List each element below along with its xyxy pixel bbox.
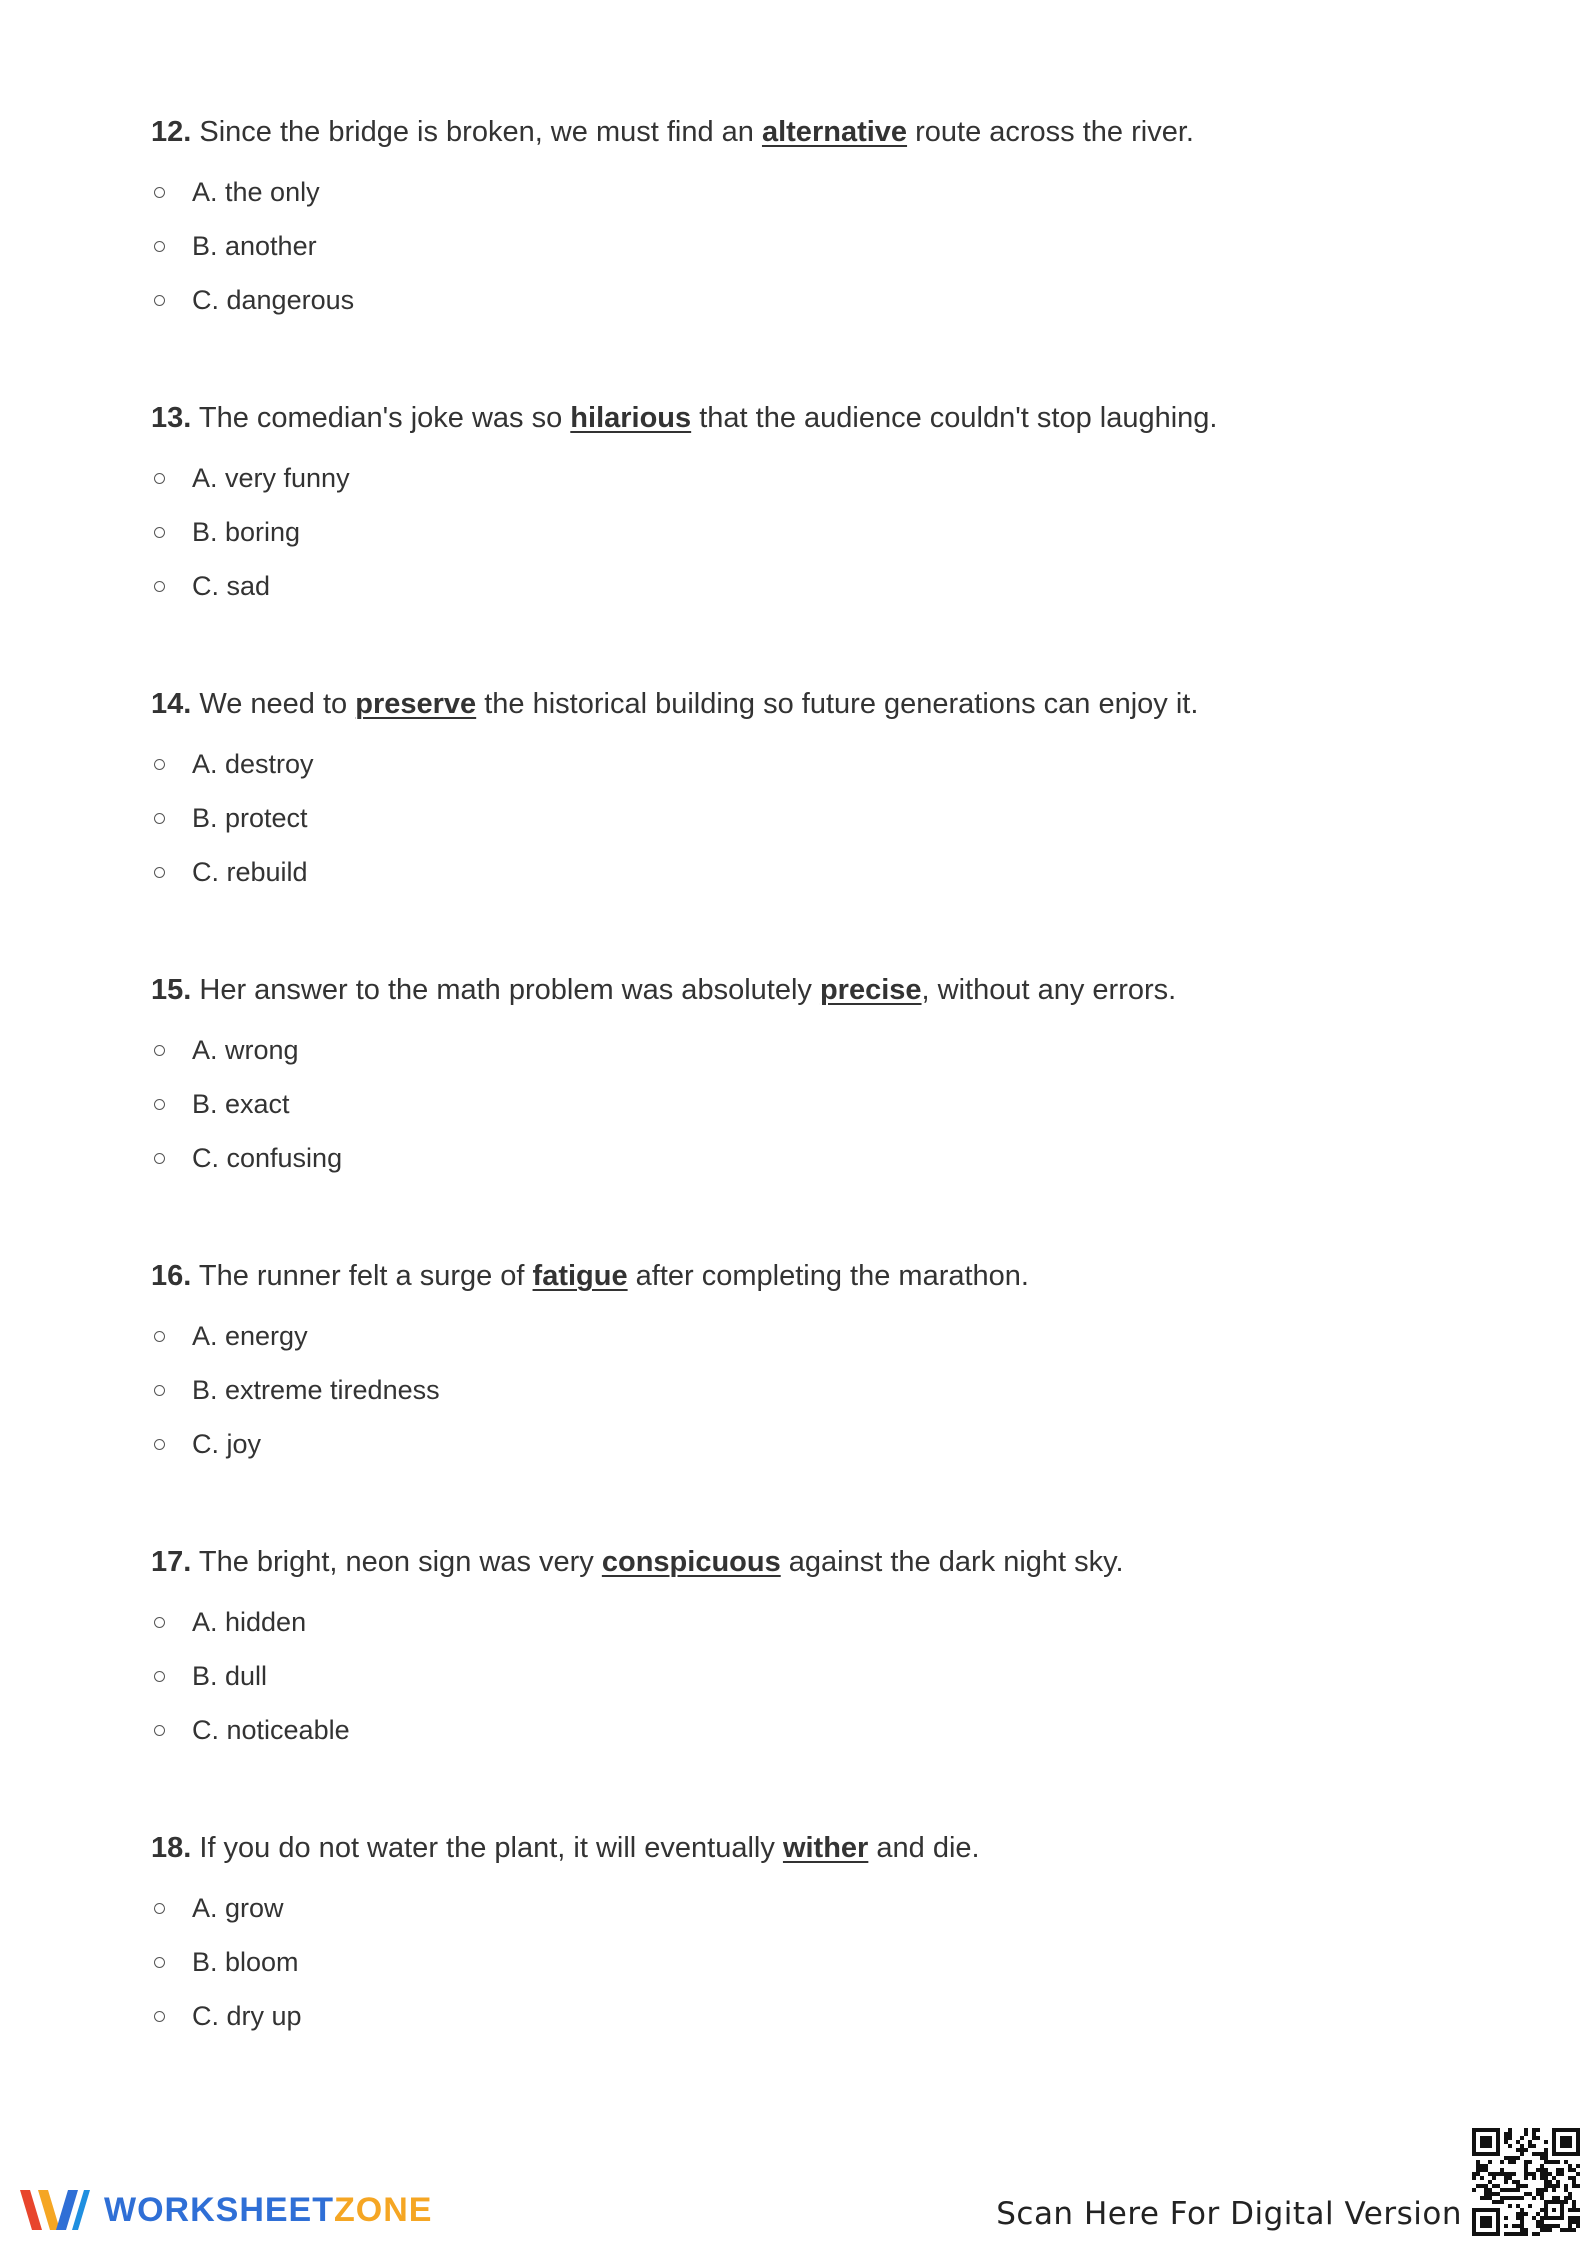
answer-option-label: B. extreme tiredness bbox=[192, 1375, 440, 1405]
answer-options bbox=[151, 1605, 350, 1767]
question-keyword: alternative bbox=[761, 116, 908, 148]
answer-options bbox=[151, 747, 314, 909]
question-number: 18. bbox=[151, 1832, 192, 1864]
answer-option bbox=[151, 569, 350, 603]
answer-options bbox=[151, 461, 350, 623]
hollow-circle-bullet-icon bbox=[154, 1385, 165, 1396]
answer-option-label: B. another bbox=[192, 231, 317, 261]
answer-option bbox=[151, 1427, 440, 1461]
answer-option bbox=[151, 747, 314, 781]
question-list bbox=[151, 112, 1451, 2114]
answer-option-label: B. bloom bbox=[192, 1947, 299, 1977]
question-text-after: that the audience couldn't stop laughing. bbox=[691, 402, 1218, 434]
hollow-circle-bullet-icon bbox=[154, 759, 165, 770]
answer-option bbox=[151, 1087, 342, 1121]
hollow-circle-bullet-icon bbox=[154, 1903, 165, 1914]
hollow-circle-bullet-icon bbox=[154, 1099, 165, 1110]
question-text-before: The bright, neon sign was very bbox=[191, 1546, 602, 1578]
answer-option-label: A. the only bbox=[192, 177, 320, 207]
answer-option bbox=[151, 1033, 342, 1067]
answer-option bbox=[151, 1319, 440, 1353]
logo-word-worksheet: WORKSHEET bbox=[104, 2191, 334, 2229]
answer-option bbox=[151, 1605, 350, 1639]
scan-caption: Scan Here For Digital Version bbox=[996, 2196, 1462, 2232]
answer-option-label: B. dull bbox=[192, 1661, 268, 1691]
answer-option-label: C. dangerous bbox=[192, 285, 355, 315]
question-text-after: the historical building so future generations can enjoy it. bbox=[476, 688, 1199, 720]
hollow-circle-bullet-icon bbox=[154, 1671, 165, 1682]
question-number: 16. bbox=[151, 1260, 192, 1292]
hollow-circle-bullet-icon bbox=[154, 2011, 165, 2022]
hollow-circle-bullet-icon bbox=[154, 867, 165, 878]
question-text-after: and die. bbox=[868, 1832, 980, 1864]
question-item bbox=[151, 970, 1451, 1256]
hollow-circle-bullet-icon bbox=[154, 241, 165, 252]
answer-option bbox=[151, 283, 354, 317]
answer-option bbox=[151, 1713, 350, 1747]
answer-option-label: C. dry up bbox=[192, 2001, 302, 2031]
answer-option bbox=[151, 1141, 342, 1175]
logo-wordmark bbox=[104, 2184, 432, 2236]
answer-option-label: B. exact bbox=[192, 1089, 290, 1119]
question-keyword: hilarious bbox=[570, 402, 692, 434]
question-stem bbox=[151, 970, 1451, 1010]
answer-option-label: A. wrong bbox=[192, 1035, 299, 1065]
answer-option bbox=[151, 1891, 302, 1925]
answer-option-label: A. energy bbox=[192, 1321, 308, 1351]
hollow-circle-bullet-icon bbox=[154, 581, 165, 592]
question-item bbox=[151, 1256, 1451, 1542]
answer-options bbox=[151, 1319, 440, 1481]
answer-option-label: A. hidden bbox=[192, 1607, 307, 1637]
question-number: 15. bbox=[151, 974, 192, 1006]
question-stem bbox=[151, 1256, 1451, 1296]
answer-option-label: A. destroy bbox=[192, 749, 314, 779]
question-text-before: Her answer to the math problem was absolutely bbox=[191, 974, 820, 1006]
hollow-circle-bullet-icon bbox=[154, 813, 165, 824]
question-text-after: after completing the marathon. bbox=[627, 1260, 1029, 1292]
answer-options bbox=[151, 1033, 342, 1195]
hollow-circle-bullet-icon bbox=[154, 1725, 165, 1736]
question-stem bbox=[151, 1542, 1451, 1582]
answer-option bbox=[151, 1373, 440, 1407]
answer-option-label: A. grow bbox=[192, 1893, 284, 1923]
question-item bbox=[151, 1828, 1451, 2114]
question-text-before: The runner felt a surge of bbox=[191, 1260, 533, 1292]
hollow-circle-bullet-icon bbox=[154, 187, 165, 198]
hollow-circle-bullet-icon bbox=[154, 1617, 165, 1628]
answer-option bbox=[151, 229, 354, 263]
question-stem bbox=[151, 112, 1451, 152]
answer-option-label: A. very funny bbox=[192, 463, 350, 493]
question-item bbox=[151, 1542, 1451, 1828]
question-number: 13. bbox=[151, 402, 192, 434]
hollow-circle-bullet-icon bbox=[154, 295, 165, 306]
answer-option bbox=[151, 1999, 302, 2033]
answer-options bbox=[151, 1891, 302, 2053]
hollow-circle-bullet-icon bbox=[154, 1331, 165, 1342]
answer-option-label: B. protect bbox=[192, 803, 308, 833]
question-text-after: against the dark night sky. bbox=[780, 1546, 1124, 1578]
hollow-circle-bullet-icon bbox=[154, 1439, 165, 1450]
answer-option bbox=[151, 855, 314, 889]
answer-option-label: C. joy bbox=[192, 1429, 262, 1459]
answer-option bbox=[151, 801, 314, 835]
answer-option bbox=[151, 175, 354, 209]
question-text-after: , without any errors. bbox=[921, 974, 1177, 1006]
answer-option-label: C. noticeable bbox=[192, 1715, 350, 1745]
answer-option-label: B. boring bbox=[192, 517, 301, 547]
question-text-before: The comedian's joke was so bbox=[191, 402, 571, 434]
logo-word-zone: ZONE bbox=[334, 2191, 433, 2229]
question-item bbox=[151, 398, 1451, 684]
question-text-before: We need to bbox=[191, 688, 356, 720]
answer-option-label: C. confusing bbox=[192, 1143, 343, 1173]
question-keyword: conspicuous bbox=[601, 1546, 781, 1578]
hollow-circle-bullet-icon bbox=[154, 527, 165, 538]
question-item bbox=[151, 684, 1451, 970]
answer-option bbox=[151, 1659, 350, 1693]
answer-option bbox=[151, 515, 350, 549]
hollow-circle-bullet-icon bbox=[154, 473, 165, 484]
answer-options bbox=[151, 175, 354, 337]
question-stem bbox=[151, 684, 1451, 724]
question-stem bbox=[151, 1828, 1451, 1868]
question-item bbox=[151, 112, 1451, 398]
qr-code-icon bbox=[1472, 2128, 1580, 2236]
question-text-after: route across the river. bbox=[907, 116, 1194, 148]
answer-option-label: C. sad bbox=[192, 571, 271, 601]
question-keyword: precise bbox=[819, 974, 922, 1006]
hollow-circle-bullet-icon bbox=[154, 1045, 165, 1056]
hollow-circle-bullet-icon bbox=[154, 1957, 165, 1968]
question-number: 14. bbox=[151, 688, 192, 720]
worksheetzone-logo bbox=[18, 2184, 432, 2236]
hollow-circle-bullet-icon bbox=[154, 1153, 165, 1164]
question-text-before: If you do not water the plant, it will eventually bbox=[191, 1832, 783, 1864]
answer-option-label: C. rebuild bbox=[192, 857, 308, 887]
question-keyword: wither bbox=[782, 1832, 869, 1864]
question-text-before: Since the bridge is broken, we must find an bbox=[191, 116, 762, 148]
question-keyword: fatigue bbox=[532, 1260, 628, 1292]
worksheetzone-w-logo-icon bbox=[18, 2184, 92, 2236]
question-keyword: preserve bbox=[355, 688, 477, 720]
question-stem bbox=[151, 398, 1451, 438]
question-number: 17. bbox=[151, 1546, 192, 1578]
question-number: 12. bbox=[151, 116, 192, 148]
answer-option bbox=[151, 461, 350, 495]
answer-option bbox=[151, 1945, 302, 1979]
